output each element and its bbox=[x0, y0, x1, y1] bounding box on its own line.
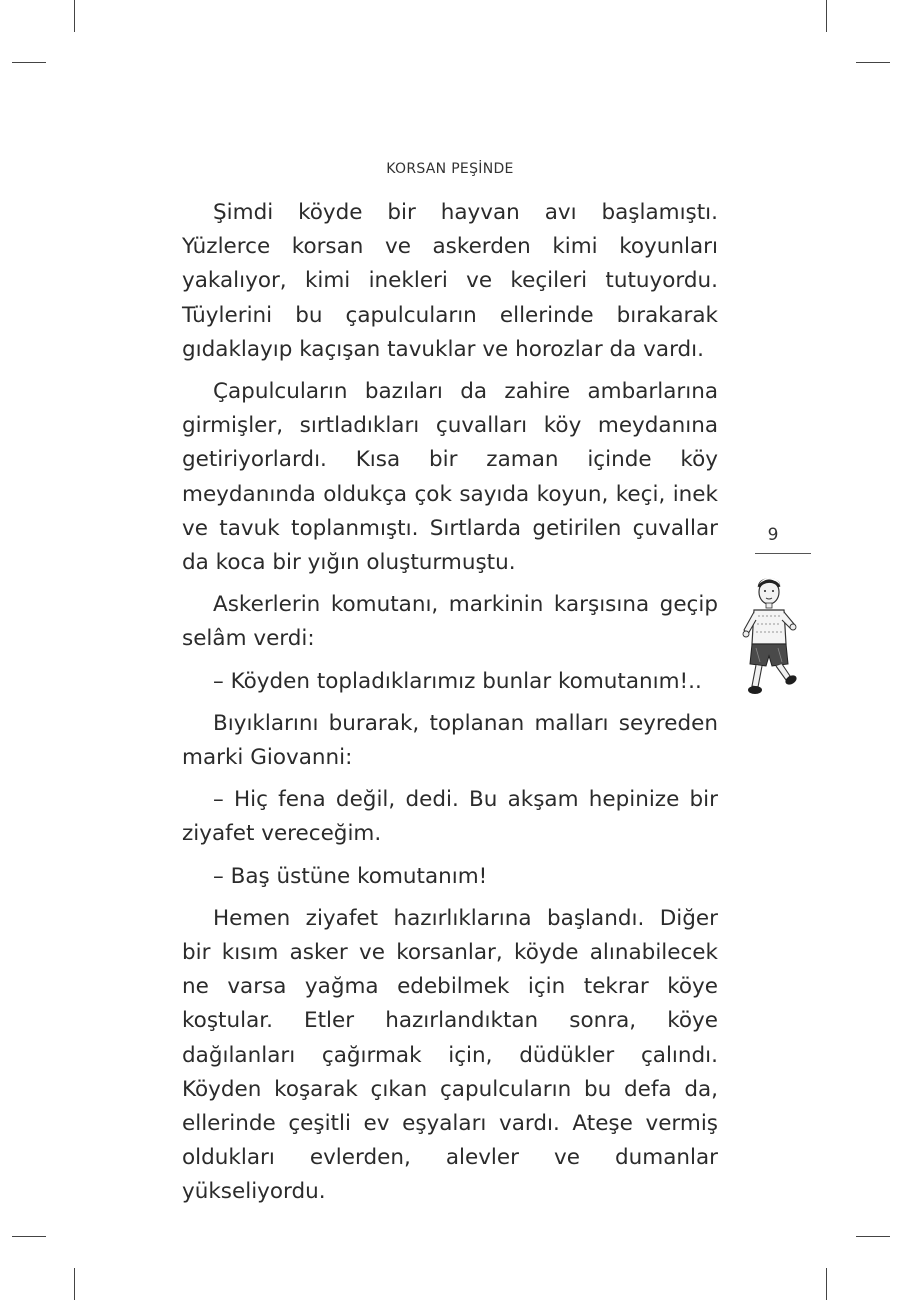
page-number-rule bbox=[755, 553, 811, 554]
crop-mark-right-top bbox=[856, 62, 890, 63]
paragraph: Hemen ziyafet hazırlıklarına başlandı. Diğer bir kısım asker ve korsanlar, köyde alınabilecek ne varsa yağma edebilmek için tekrar köye koştular. Etler hazırlandıktan sonra, köye dağılanları çağırmak için, düdükler çalındı. Köyden koşarak çıkan çapulcuların bu defa da, ellerinde çeşitli ev eşyaları vardı. Ateşe vermiş oldukları evlerden, alevler ve dumanlar yükseliyordu. bbox=[182, 905, 718, 1205]
paragraph: – Köyden topladıklarımız bunlar komutanım!.. bbox=[213, 668, 702, 694]
running-boy-illustration bbox=[736, 572, 806, 708]
page-number: 9 bbox=[767, 525, 779, 545]
crop-mark-bottom-left bbox=[74, 1268, 75, 1300]
paragraph: Askerlerin komutanı, markinin karşısına geçip selâm verdi: bbox=[182, 592, 718, 652]
crop-mark-top-right bbox=[826, 0, 827, 32]
crop-mark-top-left bbox=[74, 0, 75, 32]
paragraph: – Baş üstüne komutanım! bbox=[213, 863, 488, 889]
crop-mark-right-bottom bbox=[856, 1236, 890, 1237]
paragraph: Şimdi köyde bir hayvan avı başlamıştı. Yüzlerce korsan ve askerden kimi koyunları yakalıyor, kimi inekleri ve keçileri tutuyordu. Tüylerini bu çapulcuların ellerinde bırakarak gıdaklayıp kaçışan tavuklar ve horozlar da vardı. bbox=[182, 200, 718, 362]
paragraph: Bıyıklarını burarak, toplanan malları seyreden marki Giovanni: bbox=[182, 710, 718, 771]
crop-mark-bottom-right bbox=[826, 1268, 827, 1300]
crop-mark-left-top bbox=[12, 62, 46, 63]
paragraph: – Hiç fena değil, dedi. Bu akşam hepinize bir ziyafet vereceğim. bbox=[182, 787, 718, 847]
running-header: KORSAN PEŞİNDE bbox=[386, 161, 514, 177]
crop-mark-left-bottom bbox=[12, 1236, 46, 1237]
paragraph: Çapulcuların bazıları da zahire ambarlarına girmişler, sırtladıkları çuvalları köy meydanına getiriyorlardı. Kısa bir zaman içinde köy meydanında oldukça çok sayıda koyun, keçi, inek ve tavuk toplanmıştı. Sırtlarda getirilen çuvallar da koca bir yığın oluşturmuştu. bbox=[182, 379, 718, 576]
body-text bbox=[182, 196, 718, 1218]
